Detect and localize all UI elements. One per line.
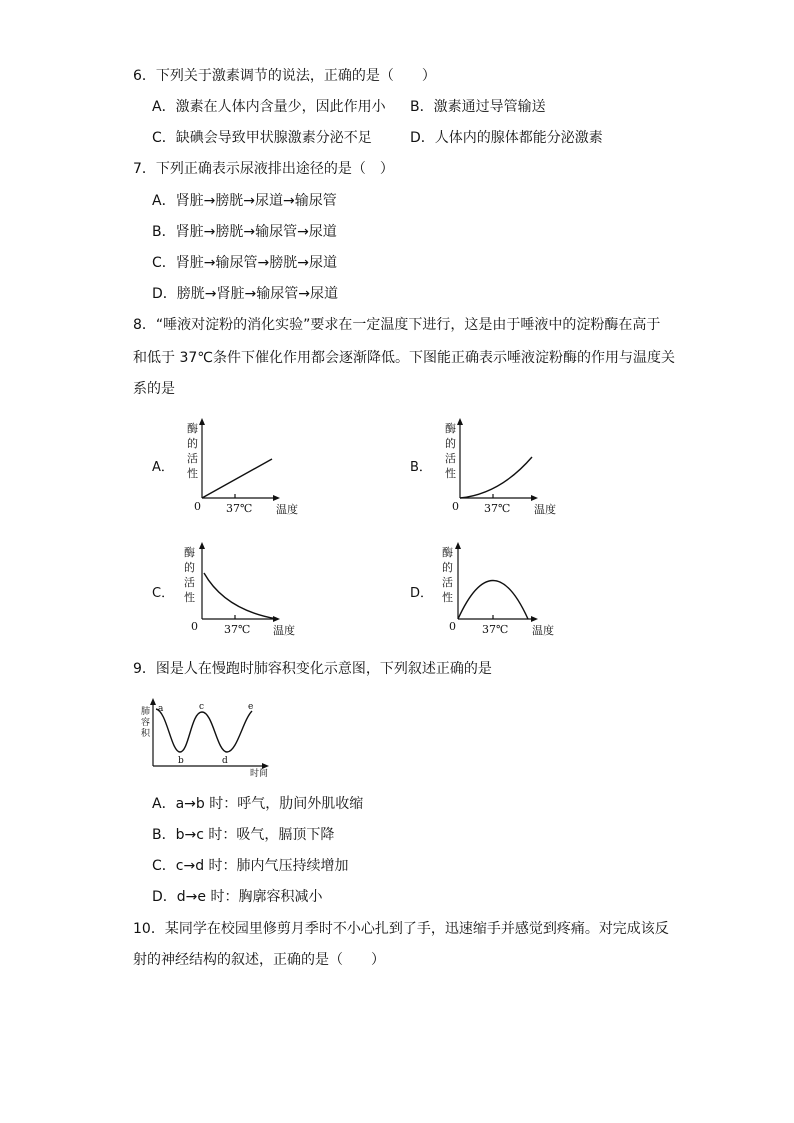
graph-b-ylabel-3: 活 (445, 452, 456, 465)
graph-b-tick-label: 37℃ (484, 502, 511, 515)
graph-d-label: D． (410, 586, 434, 601)
graph-b-y-arrow (457, 418, 463, 425)
graph-a-curve (202, 459, 272, 498)
graph-a-ylabel-2: 的 (187, 437, 198, 450)
graph-c-ylabel-4: 性 (184, 591, 195, 604)
graph-c-label: C． (152, 586, 175, 601)
q10-stem-line2: 射的神经结构的叙述，正确的是（ ） (133, 952, 385, 968)
q8-stem-line3: 系的是 (133, 381, 175, 397)
q6-option-d: D．人体内的腺体都能分泌激素 (410, 130, 603, 146)
graph-a-xlabel: 温度 (276, 503, 298, 516)
graph-a-y-arrow (199, 418, 205, 425)
lung-xlabel: 时间 (250, 769, 269, 779)
q9-option-b: B．b→c 时：吸气，膈顶下降 (152, 827, 335, 843)
graph-d-y-arrow (455, 542, 461, 549)
q7-stem: 7．下列正确表示尿液排出途径的是（ ） (133, 161, 394, 177)
graph-b-xlabel: 温度 (534, 503, 556, 516)
q9-stem: 9．图是人在慢跑时肺容积变化示意图，下列叙述正确的是 (133, 661, 492, 677)
q7-option-a: A．肾脏→膀胱→尿道→输尿管 (152, 193, 337, 209)
graph-d-ylabel-2: 的 (442, 561, 453, 574)
graph-c-curve (204, 573, 277, 619)
point-e: e (248, 702, 254, 712)
q7-option-b: B．肾脏→膀胱→输尿管→尿道 (152, 224, 337, 240)
graph-d-tick-label: 37℃ (482, 623, 509, 636)
graph-d-origin: 0 (449, 620, 456, 633)
q8-stem-line1: 8．“唾液对淀粉的消化实验”要求在一定温度下进行，这是由于唾液中的淀粉酶在高于 (133, 317, 661, 333)
q6-option-c: C．缺碘会导致甲状腺激素分泌不足 (152, 130, 372, 146)
graph-a-ylabel-4: 性 (187, 467, 198, 480)
lung-volume-graph (139, 698, 279, 784)
graph-c-ylabel-1: 酶 (184, 546, 195, 559)
q6-stem: 6．下列关于激素调节的说法，正确的是（ ） (133, 68, 436, 84)
graph-d-xlabel: 温度 (532, 624, 554, 637)
point-d: d (222, 756, 228, 766)
lung-volume-curve (156, 709, 252, 752)
graph-d-ylabel-1: 酶 (442, 546, 453, 559)
lung-ylabel-2: 容 (141, 718, 151, 728)
q9-option-a: A．a→b 时：呼气，肋间外肌收缩 (152, 796, 364, 812)
graph-c-ylabel-3: 活 (184, 576, 195, 589)
graph-c-y-arrow (199, 542, 205, 549)
graph-d-ylabel-4: 性 (442, 591, 453, 604)
graph-b-origin: 0 (452, 500, 459, 513)
point-b: b (178, 756, 184, 766)
q6-option-b: B．激素通过导管输送 (410, 99, 546, 115)
graph-b (438, 418, 568, 522)
graph-b-curve (460, 457, 532, 498)
q6-option-a: A．激素在人体内含量少，因此作用小 (152, 99, 386, 115)
q8-stem-line2: 和低于 37℃条件下催化作用都会逐渐降低。下图能正确表示唾液淀粉酶的作用与温度关 (133, 350, 675, 366)
q10-stem-line1: 10．某同学在校园里修剪月季时不小心扎到了手，迅速缩手并感觉到疼痛。对完成该反 (133, 921, 669, 937)
graph-a-ylabel-1: 酶 (187, 422, 198, 435)
graph-c-origin: 0 (191, 620, 198, 633)
graph-a-tick-label: 37℃ (226, 502, 253, 515)
graph-c-xlabel: 温度 (273, 624, 295, 637)
graph-a-x-arrow (273, 495, 280, 501)
graph-a (180, 418, 310, 522)
lung-ylabel-3: 积 (141, 729, 151, 739)
q9-option-d: D．d→e 时：胸廓容积减小 (152, 889, 323, 905)
graph-d-curve (458, 581, 528, 620)
graph-a-ylabel-3: 活 (187, 452, 198, 465)
graph-d (438, 542, 568, 646)
point-a: a (158, 704, 164, 714)
graph-b-label: B． (410, 460, 432, 475)
q7-option-c: C．肾脏→输尿管→膀胱→尿道 (152, 255, 337, 271)
graph-b-ylabel-1: 酶 (445, 422, 456, 435)
graph-c-tick-label: 37℃ (224, 623, 251, 636)
q9-option-c: C．c→d 时：肺内气压持续增加 (152, 858, 349, 874)
graph-b-ylabel-2: 的 (445, 437, 456, 450)
graph-a-label: A． (152, 460, 174, 475)
lung-y-arrow (150, 698, 156, 705)
graph-b-ylabel-4: 性 (445, 467, 456, 480)
graph-c-ylabel-2: 的 (184, 561, 195, 574)
q7-option-d: D．膀胱→肾脏→输尿管→尿道 (152, 286, 338, 302)
graph-c (180, 542, 310, 646)
graph-d-x-arrow (531, 616, 538, 622)
lung-ylabel-1: 肺 (141, 707, 151, 717)
graph-b-x-arrow (531, 495, 538, 501)
graph-d-ylabel-3: 活 (442, 576, 453, 589)
graph-a-origin: 0 (194, 500, 201, 513)
point-c: c (199, 702, 205, 712)
